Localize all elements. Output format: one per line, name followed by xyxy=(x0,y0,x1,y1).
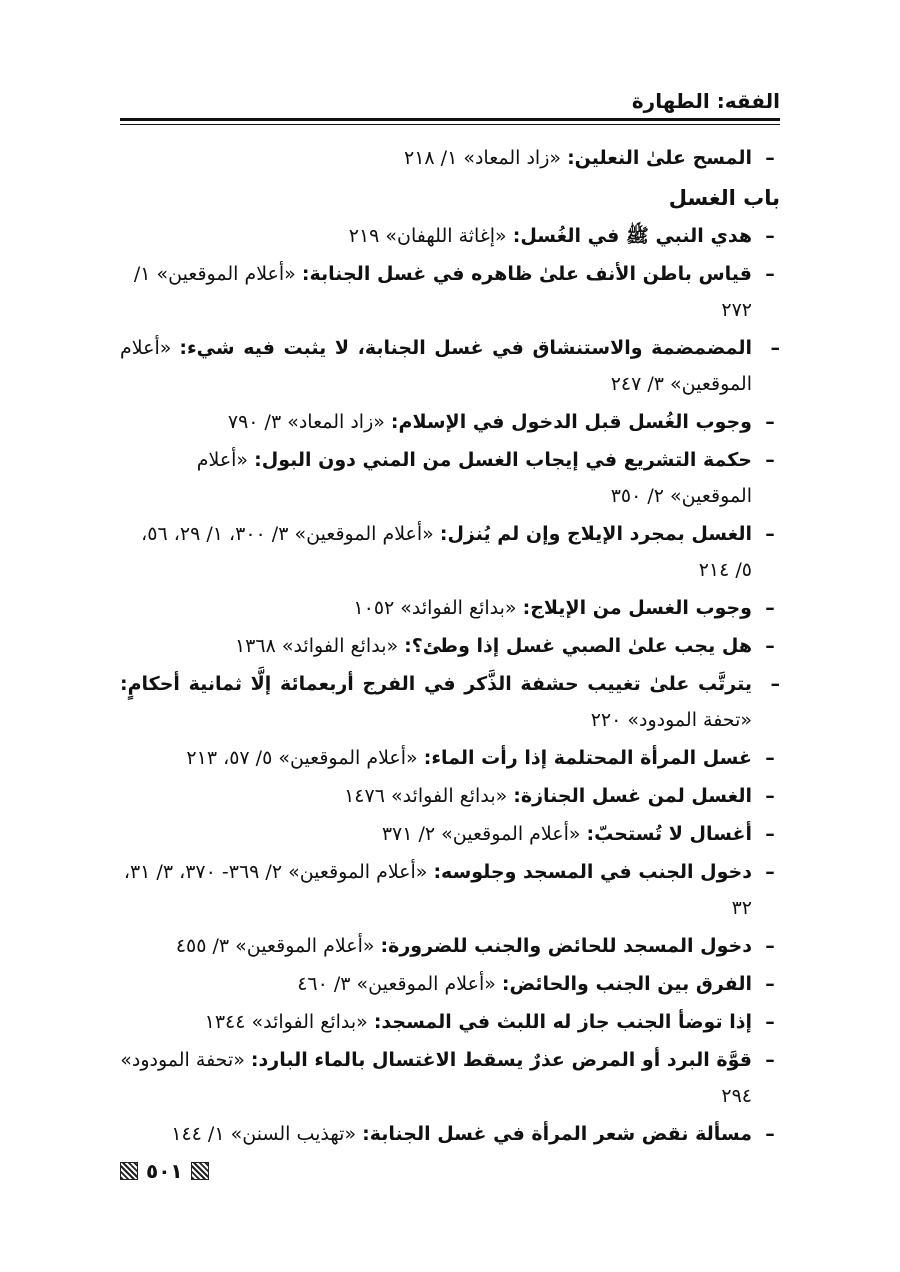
entry-dash: – xyxy=(765,1123,775,1145)
entry-dash: – xyxy=(765,635,775,657)
entry-reference: «تحفة المودود» ٢٢٠ xyxy=(590,709,752,731)
header-rule-thick xyxy=(120,118,780,121)
index-entry xyxy=(120,778,780,814)
entry-title: يترتَّب علىٰ تغييب حشفة الذَّكر في الفرج أربعمائة إلَّا ثمانية أحكامٍ: xyxy=(120,673,752,695)
entry-dash: – xyxy=(765,861,775,883)
entry-title: الفرق بين الجنب والحائض: xyxy=(501,973,752,995)
index-entry xyxy=(120,740,780,776)
entry-title: إذا توضأ الجنب جاز له اللبث في المسجد: xyxy=(373,1011,752,1033)
entry-title: هدي النبي ﷺ في الغُسل: xyxy=(512,225,752,247)
page-number: ٥٠١ xyxy=(146,1159,183,1183)
entry-dash: – xyxy=(765,823,775,845)
entry-reference: «بدائع الفوائد» ١٣٤٤ xyxy=(204,1011,374,1033)
page-footer xyxy=(120,1158,209,1184)
entry-title: الغسل بمجرد الإيلاج وإن لم يُنزل: xyxy=(439,523,752,545)
entry-reference: «بدائع الفوائد» ١٤٧٦ xyxy=(344,785,514,807)
index-entry xyxy=(120,590,780,626)
entry-title: أغسال لا تُستحبّ: xyxy=(586,823,752,845)
entry-dash: – xyxy=(765,523,775,545)
entry-reference: «تحفة المودود» ٢٩٤ xyxy=(120,1049,752,1107)
index-entry xyxy=(120,666,780,738)
entry-reference: «أعلام الموقعين» ٢/ ٣٦٩- ٣٧٠، ٣/ ٣١، ٣٢ xyxy=(123,861,752,919)
header-title: الفقه: الطهارة xyxy=(631,89,780,113)
entry-dash: – xyxy=(765,263,775,285)
entry-title: مسألة نقض شعر المرأة في غسل الجنابة: xyxy=(362,1123,752,1145)
entry-dash: – xyxy=(765,935,775,957)
entry-title: قياس باطن الأنف علىٰ ظاهره في غسل الجنابة: xyxy=(301,263,752,285)
entry-title: وجوب الغُسل قبل الدخول في الإسلام: xyxy=(390,411,752,433)
index-entry xyxy=(120,140,780,176)
index-entry xyxy=(120,256,780,328)
entry-dash: – xyxy=(770,673,780,695)
index-entry xyxy=(120,854,780,926)
index-entry xyxy=(120,1042,780,1114)
section-heading: باب الغسل xyxy=(668,186,780,210)
index-entry xyxy=(120,1116,780,1152)
entry-title: هل يجب علىٰ الصبي غسل إذا وطئ؟: xyxy=(404,635,752,657)
entry-dash: – xyxy=(765,973,775,995)
entry-title: غسل المرأة المحتلمة إذا رأت الماء: xyxy=(423,747,752,769)
entry-reference: «تهذيب السنن» ١/ ١٤٤ xyxy=(171,1123,363,1145)
entry-reference: «أعلام الموقعين» ٣/ ٤٥٥ xyxy=(175,935,381,957)
entry-title: الغسل لمن غسل الجنازة: xyxy=(513,785,752,807)
entry-reference: «أعلام الموقعين» ١/ ٢٧٢ xyxy=(133,263,752,321)
entry-dash: – xyxy=(765,597,775,619)
index-entry xyxy=(120,628,780,664)
index-entry xyxy=(120,330,780,402)
index-entry xyxy=(120,404,780,440)
entry-reference: «أعلام الموقعين» ٢/ ٣٥٠ xyxy=(196,449,752,507)
entry-reference: «أعلام الموقعين» ٣/ ٤٦٠ xyxy=(297,973,502,995)
entry-reference: «أعلام الموقعين» ٢/ ٣٧١ xyxy=(381,823,587,845)
entry-dash: – xyxy=(765,1049,775,1071)
running-header xyxy=(120,86,780,116)
index-entry xyxy=(120,816,780,852)
entry-dash: – xyxy=(765,785,775,807)
entry-reference: «أعلام الموقعين» ٣/ ٣٠٠، ١/ ٢٩، ٥٦، ٥/ ٢١٤ xyxy=(141,523,752,581)
entry-dash: – xyxy=(765,1011,775,1033)
ornament-icon xyxy=(191,1162,209,1180)
header-rule-thin xyxy=(120,124,780,125)
entry-reference: «بدائع الفوائد» ١٠٥٢ xyxy=(353,597,523,619)
entry-dash: – xyxy=(765,225,775,247)
entry-dash: – xyxy=(765,411,775,433)
entry-title: دخول الجنب في المسجد وجلوسه: xyxy=(433,861,752,883)
index-entry xyxy=(120,218,780,254)
entry-reference: «أعلام الموقعين» ٥/ ٥٧، ٢١٣ xyxy=(186,747,424,769)
entry-dash: – xyxy=(765,747,775,769)
entry-reference: «بدائع الفوائد» ١٣٦٨ xyxy=(234,635,405,657)
entry-reference: «أعلام الموقعين» ٣/ ٢٤٧ xyxy=(120,337,752,395)
entry-reference: «زاد المعاد» ١/ ٢١٨ xyxy=(404,147,568,169)
entry-title: المضمضمة والاستنشاق في غسل الجنابة، لا يثبت فيه شيء: xyxy=(179,337,752,359)
entry-title: قوَّة البرد أو المرض عذرٌ يسقط الاغتسال بالماء البارد: xyxy=(250,1049,752,1071)
entry-dash: – xyxy=(765,147,775,169)
index-entry xyxy=(120,442,780,514)
entry-dash: – xyxy=(770,337,780,359)
entry-dash: – xyxy=(765,449,775,471)
entry-title: وجوب الغسل من الإيلاج: xyxy=(522,597,752,619)
entry-reference: «إغاثة اللهفان» ٢١٩ xyxy=(348,225,513,247)
entry-title: حكمة التشريع في إيجاب الغسل من المني دون البول: xyxy=(254,449,752,471)
index-entry xyxy=(120,928,780,964)
ornament-icon xyxy=(120,1162,138,1180)
index-entry xyxy=(120,516,780,588)
index-entry xyxy=(120,1004,780,1040)
entry-title: دخول المسجد للحائض والجنب للضرورة: xyxy=(380,935,752,957)
entry-reference: «زاد المعاد» ٣/ ٧٩٠ xyxy=(227,411,391,433)
entry-title: المسح علىٰ النعلين: xyxy=(567,147,752,169)
index-entry xyxy=(120,966,780,1002)
index-content xyxy=(120,140,780,1154)
